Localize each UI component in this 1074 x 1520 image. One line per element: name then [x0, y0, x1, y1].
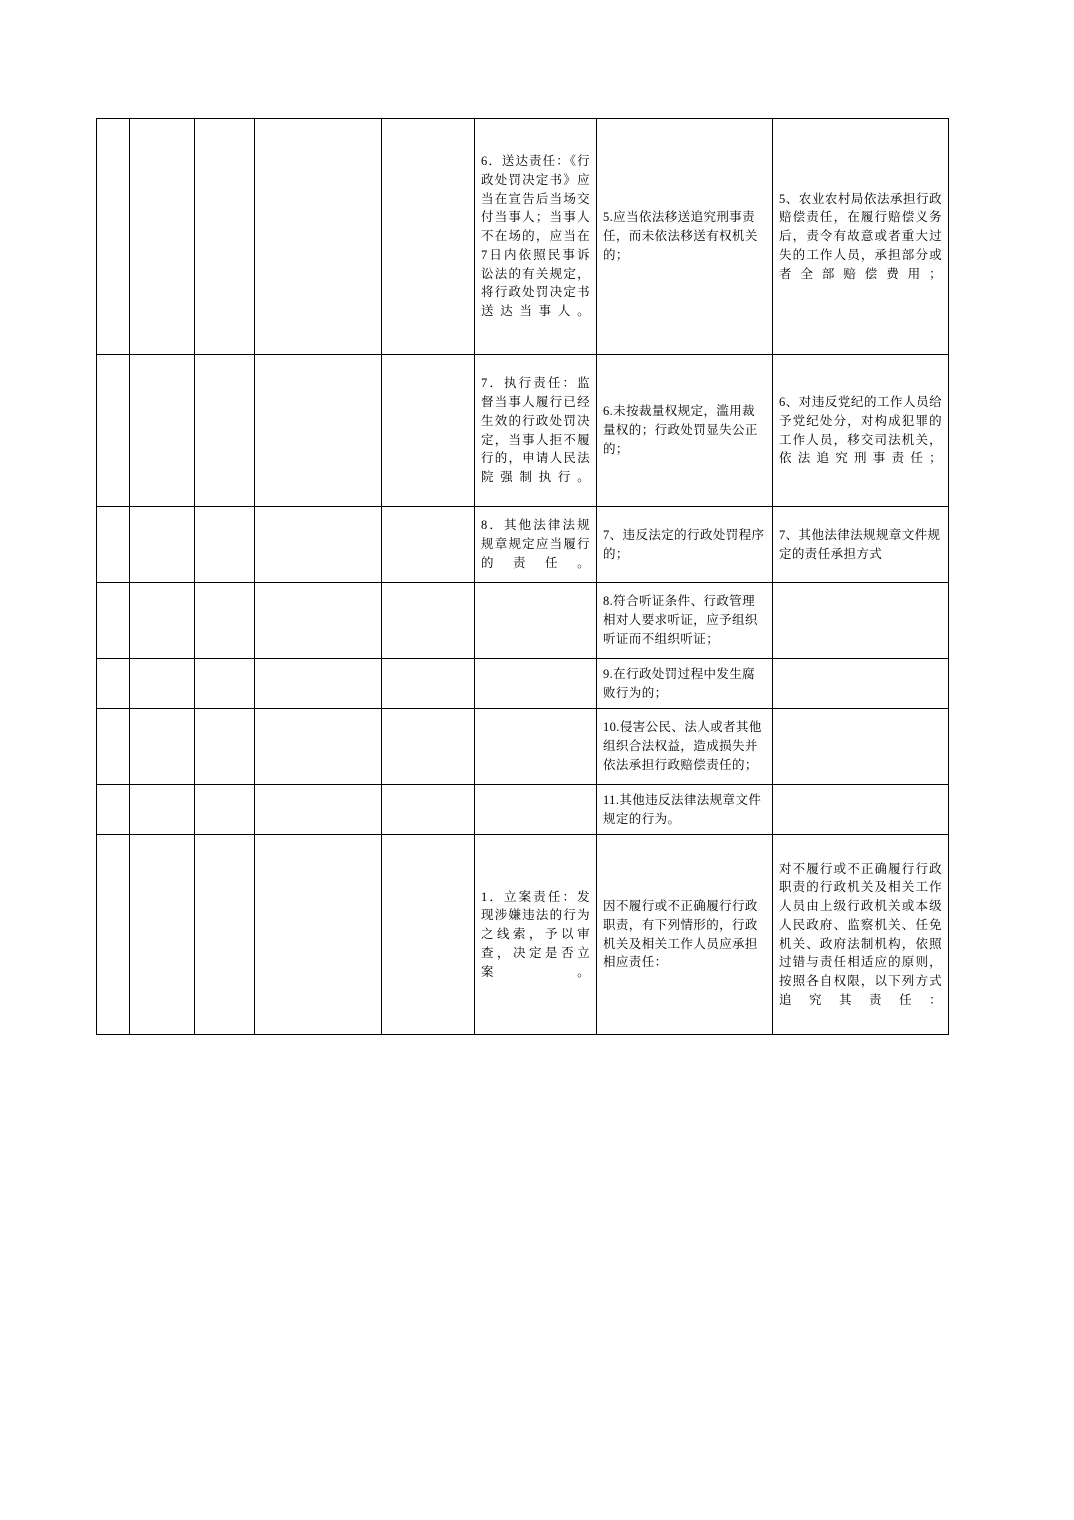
table-row: [97, 507, 949, 583]
cell-empty-c5: [382, 583, 475, 659]
cell-empty-c6: [475, 709, 597, 785]
cell-empty-c8: [773, 659, 949, 709]
cell-empty-c2: [130, 119, 195, 355]
cell-empty-c3: [195, 119, 255, 355]
cell-fault-intro: 因不履行或不正确履行行政职责，有下列情形的，行政机关及相关工作人员应承担相应责任：: [597, 835, 773, 1035]
cell-fault-9: 9.在行政处罚过程中发生腐败行为的；: [597, 659, 773, 709]
cell-empty-c4: [255, 119, 382, 355]
cell-empty-c1: [97, 785, 130, 835]
cell-empty-c4: [255, 709, 382, 785]
cell-accountability-7: 7、其他法律法规规章文件规定的责任承担方式: [773, 507, 949, 583]
cell-empty-c1: [97, 355, 130, 507]
cell-empty-c2: [130, 835, 195, 1035]
cell-empty-c5: [382, 355, 475, 507]
cell-empty-c6: [475, 659, 597, 709]
cell-empty-c3: [195, 583, 255, 659]
cell-empty-c4: [255, 355, 382, 507]
cell-empty-c1: [97, 119, 130, 355]
cell-accountability-5: 5、农业农村局依法承担行政赔偿责任，在履行赔偿义务后，责令有故意或者重大过失的工作人员，承担部分或者全部赔偿费用；: [773, 119, 949, 355]
cell-fault-11: 11.其他违反法律法规章文件规定的行为。: [597, 785, 773, 835]
table-row: [97, 835, 949, 1035]
cell-empty-c4: [255, 507, 382, 583]
cell-empty-c8: [773, 709, 949, 785]
cell-empty-c5: [382, 785, 475, 835]
cell-empty-c2: [130, 355, 195, 507]
cell-fault-8: 8.符合听证条件、行政管理相对人要求听证，应予组织听证而不组织听证；: [597, 583, 773, 659]
cell-duty-other: 8．其他法律法规规章规定应当履行的责任。: [475, 507, 597, 583]
responsibility-table: [96, 118, 949, 1035]
cell-empty-c4: [255, 659, 382, 709]
cell-empty-c6: [475, 785, 597, 835]
cell-empty-c3: [195, 785, 255, 835]
table-row: [97, 709, 949, 785]
cell-duty-delivery: 6．送达责任：《行政处罚决定书》应当在宣告后当场交付当事人；当事人不在场的，应当在7日内依照民事诉讼法的有关规定，将行政处罚决定书送达当事人。: [475, 119, 597, 355]
cell-empty-c2: [130, 709, 195, 785]
cell-empty-c1: [97, 507, 130, 583]
table-row: [97, 785, 949, 835]
cell-empty-c3: [195, 835, 255, 1035]
cell-empty-c6: [475, 583, 597, 659]
cell-empty-c1: [97, 835, 130, 1035]
cell-empty-c4: [255, 583, 382, 659]
cell-fault-10: 10.侵害公民、法人或者其他组织合法权益，造成损失并依法承担行政赔偿责任的；: [597, 709, 773, 785]
cell-empty-c8: [773, 785, 949, 835]
cell-empty-c5: [382, 507, 475, 583]
table-row: [97, 659, 949, 709]
cell-empty-c3: [195, 709, 255, 785]
cell-empty-c5: [382, 119, 475, 355]
cell-empty-c2: [130, 659, 195, 709]
cell-empty-c5: [382, 835, 475, 1035]
cell-empty-c4: [255, 785, 382, 835]
cell-empty-c8: [773, 583, 949, 659]
cell-fault-5: 5.应当依法移送追究刑事责任，而未依法移送有权机关的；: [597, 119, 773, 355]
table-row: [97, 583, 949, 659]
cell-empty-c5: [382, 659, 475, 709]
cell-fault-6: 6.未按裁量权规定，滥用裁量权的；行政处罚显失公正的；: [597, 355, 773, 507]
table-row: [97, 119, 949, 355]
cell-fault-7: 7、违反法定的行政处罚程序的；: [597, 507, 773, 583]
cell-empty-c4: [255, 835, 382, 1035]
cell-duty-filing: 1．立案责任：发现涉嫌违法的行为之线索，予以审查，决定是否立案。: [475, 835, 597, 1035]
cell-empty-c5: [382, 709, 475, 785]
cell-empty-c3: [195, 659, 255, 709]
cell-empty-c3: [195, 507, 255, 583]
cell-duty-execution: 7．执行责任：监督当事人履行已经生效的行政处罚决定，当事人拒不履行的，申请人民法院强制执行。: [475, 355, 597, 507]
cell-empty-c2: [130, 785, 195, 835]
cell-empty-c1: [97, 583, 130, 659]
cell-empty-c1: [97, 709, 130, 785]
cell-empty-c1: [97, 659, 130, 709]
cell-accountability-6: 6、对违反党纪的工作人员给予党纪处分，对构成犯罪的工作人员，移交司法机关，依法追究刑事责任；: [773, 355, 949, 507]
cell-empty-c3: [195, 355, 255, 507]
cell-accountability-intro: 对不履行或不正确履行行政职责的行政机关及相关工作人员由上级行政机关或本级人民政府、监察机关、任免机关、政府法制机构，依照过错与责任相适应的原则，按照各自权限，以下列方式追究其责任：: [773, 835, 949, 1035]
cell-empty-c2: [130, 583, 195, 659]
table-row: [97, 355, 949, 507]
cell-empty-c2: [130, 507, 195, 583]
